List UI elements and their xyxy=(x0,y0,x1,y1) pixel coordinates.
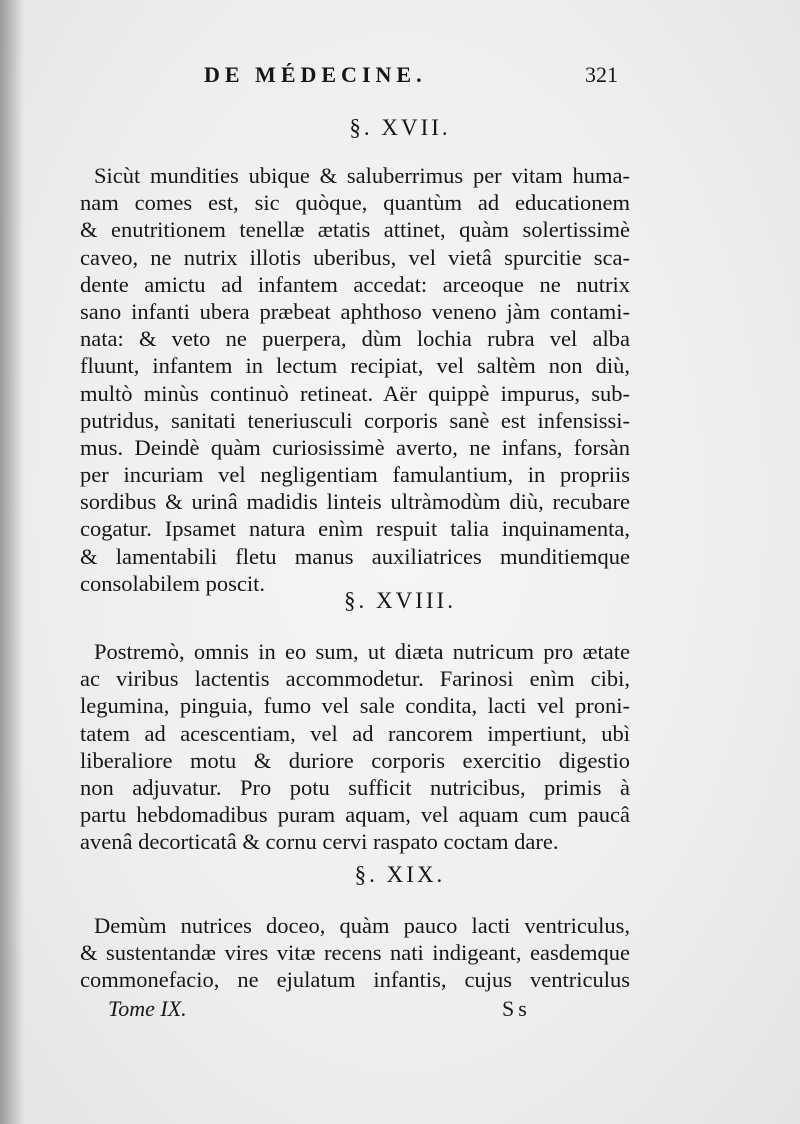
text-line: partu hebdomadibus puram aquam, vel aquam cum paucâ xyxy=(80,802,630,828)
text-line: sano infanti ubera præbeat aphthoso veneno jàm contami- xyxy=(80,298,630,324)
text-line: Sicùt mundities ubique & saluberrimus per vitam huma- xyxy=(94,163,630,188)
text-line: fluunt, infantem in lectum recipiat, vel saltèm non diù, xyxy=(80,353,630,379)
text-line: caveo, ne nutrix illotis uberibus, vel vietâ spurcitie sca- xyxy=(80,244,630,270)
text-line: ac viribus lactentis accommodetur. Farinosi enìm cibi, xyxy=(80,666,630,692)
text-line: putridus, sanitati teneriusculi corporis sanè est infensissi- xyxy=(80,407,630,433)
paragraph-xvii xyxy=(80,162,630,597)
text-line: mus. Deindè quàm curiosissimè averto, ne infans, forsàn xyxy=(80,434,630,460)
page-number: 321 xyxy=(585,62,618,87)
paragraph-xix xyxy=(80,912,630,994)
text-line: per incuriam vel negligentiam famulantium, in propriis xyxy=(80,462,630,488)
text-line: tatem ad acescentiam, vel ad rancorem impertiunt, ubì xyxy=(80,720,630,746)
text-line: & sustentandæ vires vitæ recens nati indigeant, easdemque xyxy=(80,940,630,966)
page-footer xyxy=(0,996,800,1028)
running-head: DE MÉDECINE. xyxy=(204,62,427,87)
tome-label: Tome IX. xyxy=(108,996,187,1021)
text-line: dente amictu ad infantem accedat: arceoque ne nutrix xyxy=(80,271,630,297)
text-line: avenâ decorticatâ & cornu cervi raspato coctam dare. xyxy=(80,829,559,855)
text-line: sordibus & urinâ madidis linteis ultràmodùm diù, recubare xyxy=(80,489,630,515)
text-line: Demùm nutrices doceo, quàm pauco lacti ventriculus, xyxy=(94,913,630,938)
section-heading-xix: §. XIX. xyxy=(354,862,446,887)
text-line: consolabilem poscit. xyxy=(80,570,265,596)
text-line: & lamentabili fletu manus auxiliatrices munditiemque xyxy=(80,543,630,569)
text-line: liberaliore motu & duriore corporis exercitio digestio xyxy=(80,747,630,773)
section-heading-xviii: §. XVIII. xyxy=(344,588,456,613)
gutter-shadow xyxy=(0,0,24,1124)
text-line: commonefacio, ne ejulatum infantis, cujus ventriculus xyxy=(80,967,630,993)
text-line: & enutritionem tenellæ ætatis attinet, quàm solertissimè xyxy=(80,217,630,243)
page-header xyxy=(0,62,800,94)
text-line: non adjuvatur. Pro potu sufficit nutricibus, primis à xyxy=(80,774,630,800)
text-line: legumina, pinguia, fumo vel sale condita, lacti vel proni- xyxy=(80,693,630,719)
signature-mark: Ss xyxy=(502,996,531,1021)
section-heading-xvii: §. XVII. xyxy=(349,115,451,140)
text-line: cogatur. Ipsamet natura enìm respuit talia inquinamenta, xyxy=(80,516,630,542)
text-line: nam comes est, sic quòque, quantùm ad educationem xyxy=(80,190,630,216)
paragraph-xviii xyxy=(80,638,630,856)
text-line: Postremò, omnis in eo sum, ut diæta nutricum pro ætate xyxy=(94,639,630,664)
text-line: nata: & veto ne puerpera, dùm lochia rubra vel alba xyxy=(80,326,630,352)
text-line: multò minùs continuò retineat. Aër quippè impurus, sub- xyxy=(80,380,630,406)
